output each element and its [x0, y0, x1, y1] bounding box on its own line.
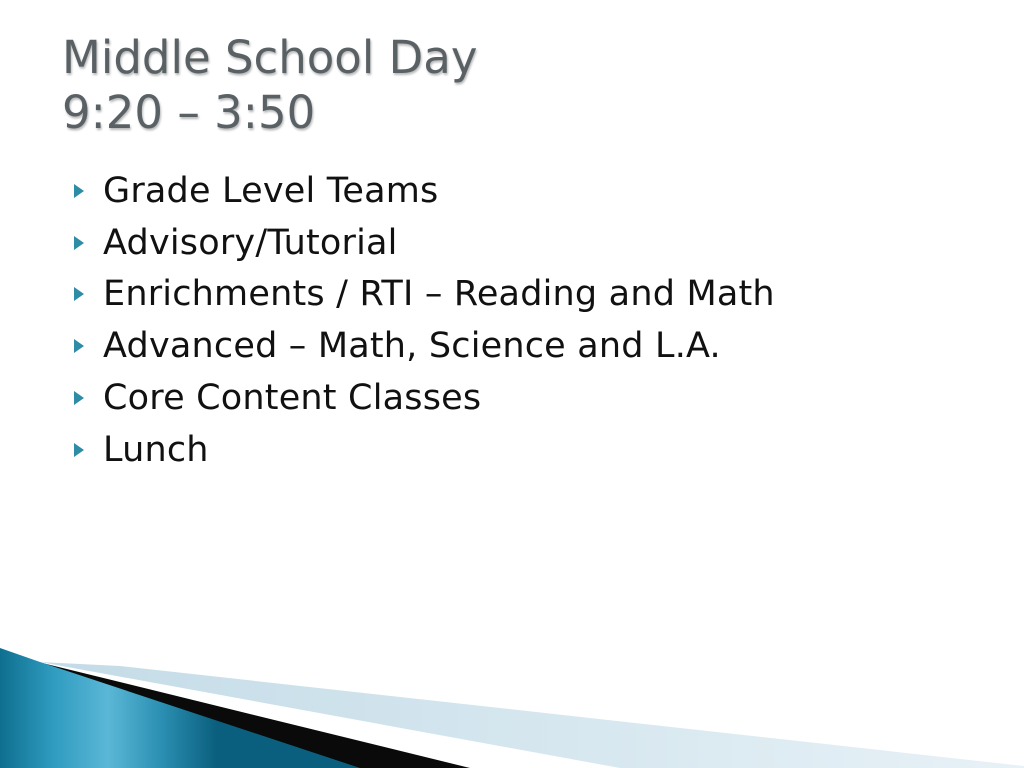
slide-title-line-1: Middle School Day [62, 31, 478, 84]
bullet-item-grade-level-teams [74, 165, 775, 217]
triangle-right-icon [74, 184, 88, 198]
bullet-text: Enrichments / RTI – Reading and Math [103, 274, 775, 315]
bullet-item-core-content-classes [74, 372, 775, 424]
bullet-item-enrichments-rti [74, 269, 775, 321]
triangle-right-icon [74, 391, 88, 405]
triangle-right-icon [74, 443, 88, 457]
bullet-text: Lunch [103, 429, 209, 470]
triangle-right-icon [74, 236, 88, 250]
bullet-item-lunch [74, 424, 775, 476]
triangle-right-icon [74, 287, 88, 301]
bullet-item-advisory-tutorial [74, 217, 775, 269]
slide-title [62, 30, 478, 140]
triangle-right-icon [74, 339, 88, 353]
bullet-item-advanced [74, 320, 775, 372]
bullet-text: Core Content Classes [103, 378, 482, 419]
slide-title-line-2: 9:20 – 3:50 [62, 86, 316, 139]
bullet-text: Grade Level Teams [103, 170, 439, 211]
bullet-list [74, 165, 775, 476]
bullet-text: Advisory/Tutorial [103, 222, 398, 263]
footer-decoration [0, 620, 1024, 768]
bullet-text: Advanced – Math, Science and L.A. [103, 326, 721, 367]
